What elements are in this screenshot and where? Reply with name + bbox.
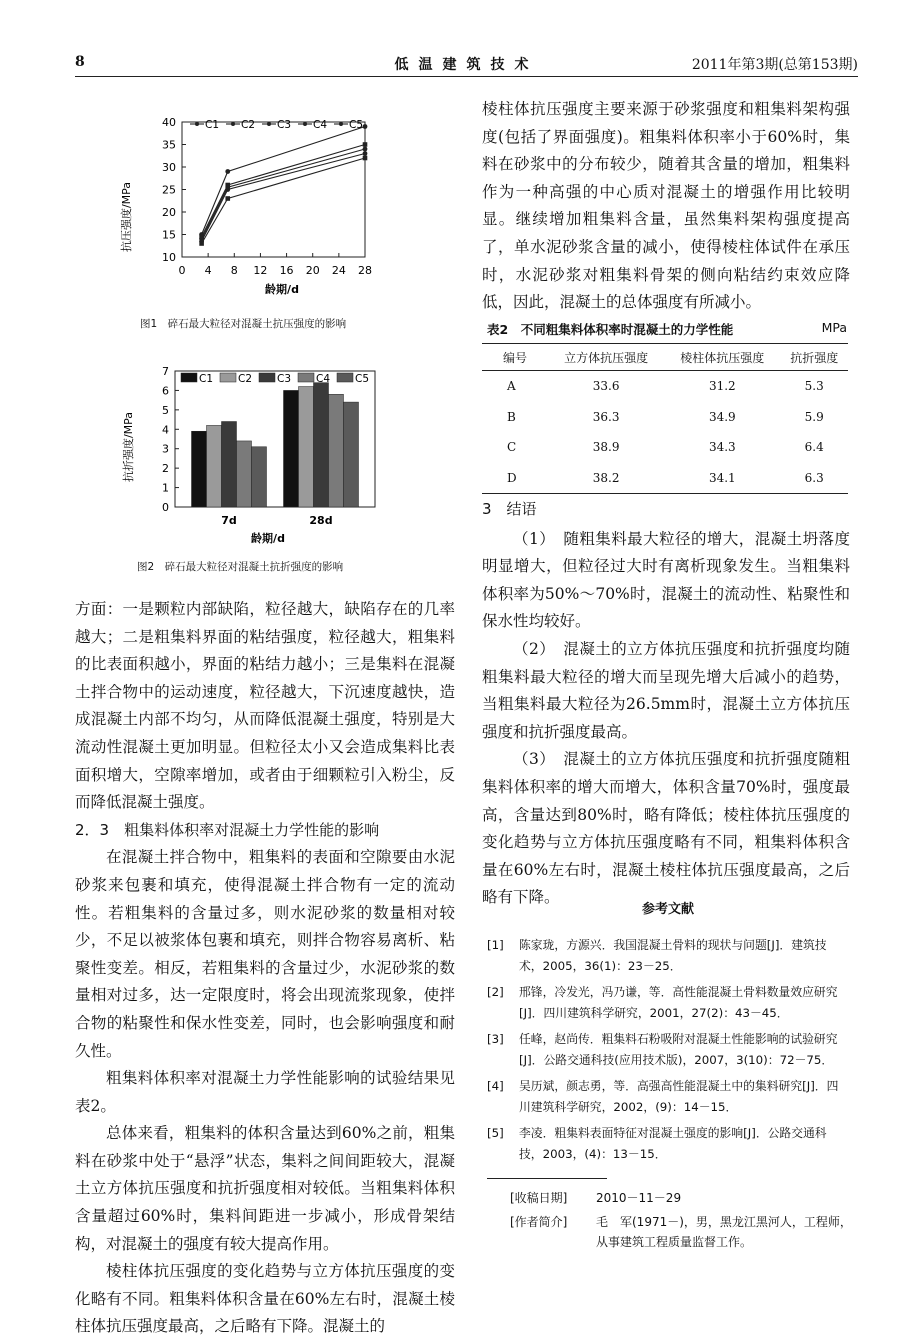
right-column-top xyxy=(482,96,850,317)
fig2-category-label: 7d xyxy=(221,514,237,527)
fig1-point xyxy=(199,237,204,242)
fig2-bar-c1 xyxy=(192,431,207,507)
fig1-point xyxy=(363,124,368,129)
reference-item xyxy=(487,1076,849,1118)
ref-text: 李凌．粗集料表面特征对混凝土强度的影响[J]．公路交通科技，2003，(4)：13－15． xyxy=(519,1126,827,1161)
table-cell: 34.3 xyxy=(708,440,736,455)
ref-number: [5] xyxy=(487,1126,504,1140)
fig2-legend-label: C1 xyxy=(199,373,214,385)
fig2-legend-swatch xyxy=(337,373,353,382)
fig2-legend-label: C4 xyxy=(316,373,331,385)
fig2-bar-c3 xyxy=(222,422,237,507)
fig1-legend-marker xyxy=(303,122,307,126)
fig1-x-tick-label: 20 xyxy=(305,264,320,277)
paragraph: 总体来看，粗集料的体积含量达到60%之前，粗集料在砂浆中处于“悬浮”状态，集料之间间距较大，混凝土立方体抗压强度和抗折强度相对较低。当粗集料体积含量超过60%时，集料间距进一步减小，形成骨架结构，对混凝土的强度有较大提高作用。 xyxy=(75,1124,455,1253)
reference-item xyxy=(487,935,849,977)
table-cell: 34.1 xyxy=(708,470,736,485)
fig2-xlabel: 龄期/d xyxy=(251,532,285,545)
table-cell: B xyxy=(507,409,516,424)
fig2-legend-label: C3 xyxy=(277,373,292,385)
conclusion-item: （1） 随粗集料最大粒径的增大，混凝土坍落度明显增大，但粒径过大时有离析现象发生。当粗集料体积率为50%～70%时，混凝土的流动性、粘聚性和保水性均较好。 xyxy=(482,529,850,631)
reference-item xyxy=(487,982,849,1024)
table-cell: 33.6 xyxy=(592,379,620,394)
table2-title-text: 表2 不同粗集料体积率时混凝土的力学性能 xyxy=(487,322,734,337)
table-row xyxy=(482,371,848,402)
fig2-y-tick-label: 4 xyxy=(162,423,169,437)
table-cell: A xyxy=(507,379,516,394)
fig1-point xyxy=(225,169,230,174)
fig2-legend-swatch xyxy=(259,373,275,382)
received-date: 2010－11－29 xyxy=(596,1191,682,1205)
fig1-legend-label: C1 xyxy=(205,119,220,131)
table2-title xyxy=(487,320,847,338)
fig1-x-tick-label: 8 xyxy=(230,264,238,277)
section-heading-2-3: 2．3 粗集料体积率对混凝土力学性能的影响 xyxy=(75,820,380,839)
fig1-point xyxy=(199,241,204,246)
fig1-y-tick-label: 10 xyxy=(162,251,176,264)
ref-number: [2] xyxy=(487,985,504,999)
paragraph: 方面：一是颗粒内部缺陷，粒径越大，缺陷存在的几率越大；二是粗集料界面的粘结强度，粒径越大，粗集料的比表面积越小，界面的粘结力越小；三是集料在混凝土拌合物中的运动速度，粒径越大，下沉速度越快，造成混凝土内部不均匀，从而降低混凝土强度，特别是大流动性混凝土更加明显。但粒径太小又会造成集料比表面积增大，空隙率增加，或者由于细颗粒引入粉尘，反而降低混凝土强度。 xyxy=(75,600,455,812)
fig1-point xyxy=(225,196,230,201)
fig2-y-tick-label: 2 xyxy=(162,462,169,476)
ref-number: [1] xyxy=(487,938,504,952)
fig1-point xyxy=(225,185,230,190)
table-header-cell: 抗折强度 xyxy=(780,344,848,371)
reference-item xyxy=(487,1029,849,1071)
fig1-point xyxy=(363,156,368,161)
fig1-y-tick-label: 35 xyxy=(162,138,176,152)
fig1-caption: 图1 碎石最大粒径对混凝土抗压强度的影响 xyxy=(140,318,347,330)
fig1-legend-label: C3 xyxy=(277,119,292,131)
table-cell: 6.3 xyxy=(804,470,824,485)
fig2-bar-c4 xyxy=(237,441,252,507)
fig1-legend-marker xyxy=(231,122,235,126)
table-row xyxy=(482,432,848,463)
fig2-bar-chart xyxy=(120,362,390,547)
author-label: [作者简介] xyxy=(510,1215,568,1229)
section-heading-3: 3 结语 xyxy=(482,500,537,518)
fig1-y-tick-label: 15 xyxy=(162,228,176,242)
references-heading: 参考文献 xyxy=(641,902,694,917)
table-header-row xyxy=(482,344,848,371)
table-cell: C xyxy=(507,440,517,455)
journal-name: 低温建筑技术 xyxy=(394,57,539,73)
fig2-y-tick-label: 7 xyxy=(162,365,169,378)
fig1-legend-marker xyxy=(195,122,199,126)
running-header xyxy=(75,50,858,77)
fig2-bar-c2 xyxy=(207,425,222,507)
fig2-y-tick-label: 0 xyxy=(162,501,169,514)
fig2-legend-swatch xyxy=(220,373,236,382)
fig1-ylabel: 抗压强度/MPa xyxy=(120,181,133,253)
ref-text: 陈家珑，方源兴．我国混凝土骨料的现状与问题[J]．建筑技术，2005，36(1)：23－25． xyxy=(519,938,827,973)
table-cell: 36.3 xyxy=(592,409,620,424)
paragraph: 棱柱体抗压强度主要来源于砂浆强度和粗集料架构强度(包括了界面强度)。粗集料体积率小于60%时，集料在砂浆中的分布较少，随着其含量的增加，粗集料作为一种高强的中心质对混凝土的增强作用比较明显。继续增加粗集料含量，虽然集料架构强度提高了，单水泥砂浆含量的减小，使得棱柱体试件在承压时，水泥砂浆对粗集料骨架的侧向粘结约束效应降低，因此，混凝土的总体强度有所减小。 xyxy=(482,100,850,312)
ref-text: 任峰，赵尚传．粗集料石粉吸附对混凝土性能影响的试验研究[J]．公路交通科技(应用技术版)，2007，3(10)：72－75． xyxy=(519,1032,838,1067)
left-column xyxy=(75,596,455,1341)
received-label: [收稿日期] xyxy=(510,1191,568,1205)
fig1-legend-marker xyxy=(267,122,271,126)
fig2-y-tick-label: 6 xyxy=(162,384,169,398)
table-cell: 38.2 xyxy=(592,470,620,485)
right-column-conclusions xyxy=(482,496,850,912)
fig2-y-tick-label: 3 xyxy=(162,442,169,456)
fig1-x-tick-label: 24 xyxy=(331,264,346,277)
fig2-caption: 图2 碎石最大粒径对混凝土抗折强度的影响 xyxy=(137,561,344,573)
fig1-xlabel: 龄期/d xyxy=(265,283,299,296)
table-header-cell: 立方体抗压强度 xyxy=(548,344,664,371)
fig1-series-line-c5 xyxy=(202,149,365,239)
fig1-y-tick-label: 25 xyxy=(162,183,176,197)
table-row xyxy=(482,402,848,433)
fig1-y-tick-label: 40 xyxy=(162,116,176,129)
conclusion-item: （2） 混凝土的立方体抗压强度和抗折强度均随粗集料最大粒径的增大而呈现先增大后减小的趋势，当粗集料最大粒径为26.5mm时，混凝土立方体抗压强度和抗折强度最高。 xyxy=(482,639,850,741)
fig1-legend-marker xyxy=(339,122,343,126)
table-cell: 38.9 xyxy=(592,440,620,455)
fig2-ylabel: 抗折强度/MPa xyxy=(122,411,135,483)
ref-text: 吴历斌，颜志勇，等．高强高性能混凝土中的集料研究[J]．四川建筑科学研究，2002，(9)：14－15． xyxy=(519,1079,839,1114)
paragraph: 棱柱体抗压强度的变化趋势与立方体抗压强度的变化略有不同。粗集料体积含量在60%左右时，混凝土棱柱体抗压强度最高，之后略有下降。混凝土的 xyxy=(75,1262,455,1336)
ref-number: [4] xyxy=(487,1079,504,1093)
fig1-x-tick-label: 28 xyxy=(358,264,372,277)
issue-info: 2011年第3期(总第153期) xyxy=(691,57,858,73)
fig1-legend-label: C5 xyxy=(349,119,364,131)
fig1-x-tick-label: 0 xyxy=(178,264,186,277)
fig2-bar-c1 xyxy=(284,390,299,507)
fig2-bar-c5 xyxy=(344,402,359,507)
references-list xyxy=(487,935,849,1170)
fig2-bar-c2 xyxy=(299,387,314,507)
article-meta xyxy=(510,1188,855,1256)
fig1-plot-frame xyxy=(182,122,365,257)
fig1-point xyxy=(363,147,368,152)
fig1-series-line-c3 xyxy=(202,127,365,235)
fig1-x-tick-label: 12 xyxy=(253,264,268,277)
table2-unit: MPa xyxy=(821,320,847,335)
table-cell: 31.2 xyxy=(708,379,736,394)
fig2-category-label: 28d xyxy=(309,514,333,527)
fig2-y-tick-label: 5 xyxy=(162,403,169,417)
paragraph: 在混凝土拌合物中，粗集料的表面和空隙要由水泥砂浆来包裹和填充，使得混凝土拌合物有一定的流动性。若粗集料的含量过多，则水泥砂浆的数量相对较少，不足以被浆体包裹和填充，则拌合物容易离析、粘聚性变差。相反，若粗集料的含量过少，水泥砂浆的数量相对过多，达一定限度时，将会出现流浆现象，使拌合物的粘聚性和保水性变差，同时，也会影响强度和耐久性。 xyxy=(75,848,455,1060)
table-row xyxy=(482,463,848,494)
fig1-x-tick-label: 4 xyxy=(204,264,212,277)
fig1-x-tick-label: 16 xyxy=(279,264,294,277)
fig2-legend-swatch xyxy=(298,373,314,382)
ref-number: [3] xyxy=(487,1032,504,1046)
fig1-point xyxy=(363,151,368,156)
author-row xyxy=(510,1212,855,1252)
fig2-bar-c3 xyxy=(314,383,329,507)
table-header-cell: 棱柱体抗压强度 xyxy=(664,344,780,371)
fig2-bar-c4 xyxy=(329,394,344,507)
table-header-cell: 编号 xyxy=(482,344,548,371)
table-cell: 34.9 xyxy=(708,409,736,424)
fig1-point xyxy=(363,142,368,147)
conclusion-item: （3） 混凝土的立方体抗压强度和抗折强度随粗集料体积率的增大而增大，体积含量70%时，强度最高，含量达到80%时，略有降低；棱柱体抗压强度的变化趋势与立方体抗压强度略有不同，粗集料体积含量在60%左右时，混凝土棱柱体抗压强度最高，之后略有下降。 xyxy=(482,750,850,907)
fig1-y-tick-label: 20 xyxy=(162,206,176,219)
table-cell: D xyxy=(507,470,517,485)
fig1-legend-label: C4 xyxy=(313,119,328,131)
divider xyxy=(487,1178,607,1179)
fig2-legend-label: C2 xyxy=(238,373,253,385)
table-cell: 5.9 xyxy=(804,409,824,424)
received-date-row xyxy=(510,1188,855,1208)
fig1-line-chart xyxy=(120,105,380,300)
table-cell: 6.4 xyxy=(804,440,824,455)
fig2-legend-label: C5 xyxy=(355,373,370,385)
table-cell: 5.3 xyxy=(804,379,824,394)
fig1-y-tick-label: 30 xyxy=(162,161,176,174)
fig1-legend-label: C2 xyxy=(241,119,256,131)
table2 xyxy=(482,343,848,494)
fig2-y-tick-label: 1 xyxy=(162,481,169,495)
fig2-legend-swatch xyxy=(181,373,197,382)
author-bio: 毛 军(1971－)，男，黑龙江黑河人，工程师，从事建筑工程质量监督工作。 xyxy=(596,1215,852,1249)
fig2-bar-c5 xyxy=(252,447,267,507)
paragraph: 粗集料体积率对混凝土力学性能影响的试验结果见表2。 xyxy=(75,1069,455,1115)
page-number: 8 xyxy=(75,54,85,70)
reference-item xyxy=(487,1123,849,1165)
ref-text: 邢锋，冷发光，冯乃谦，等．高性能混凝土骨料数量效应研究[J]．四川建筑科学研究，2001，27(2)：43－45． xyxy=(519,985,838,1020)
